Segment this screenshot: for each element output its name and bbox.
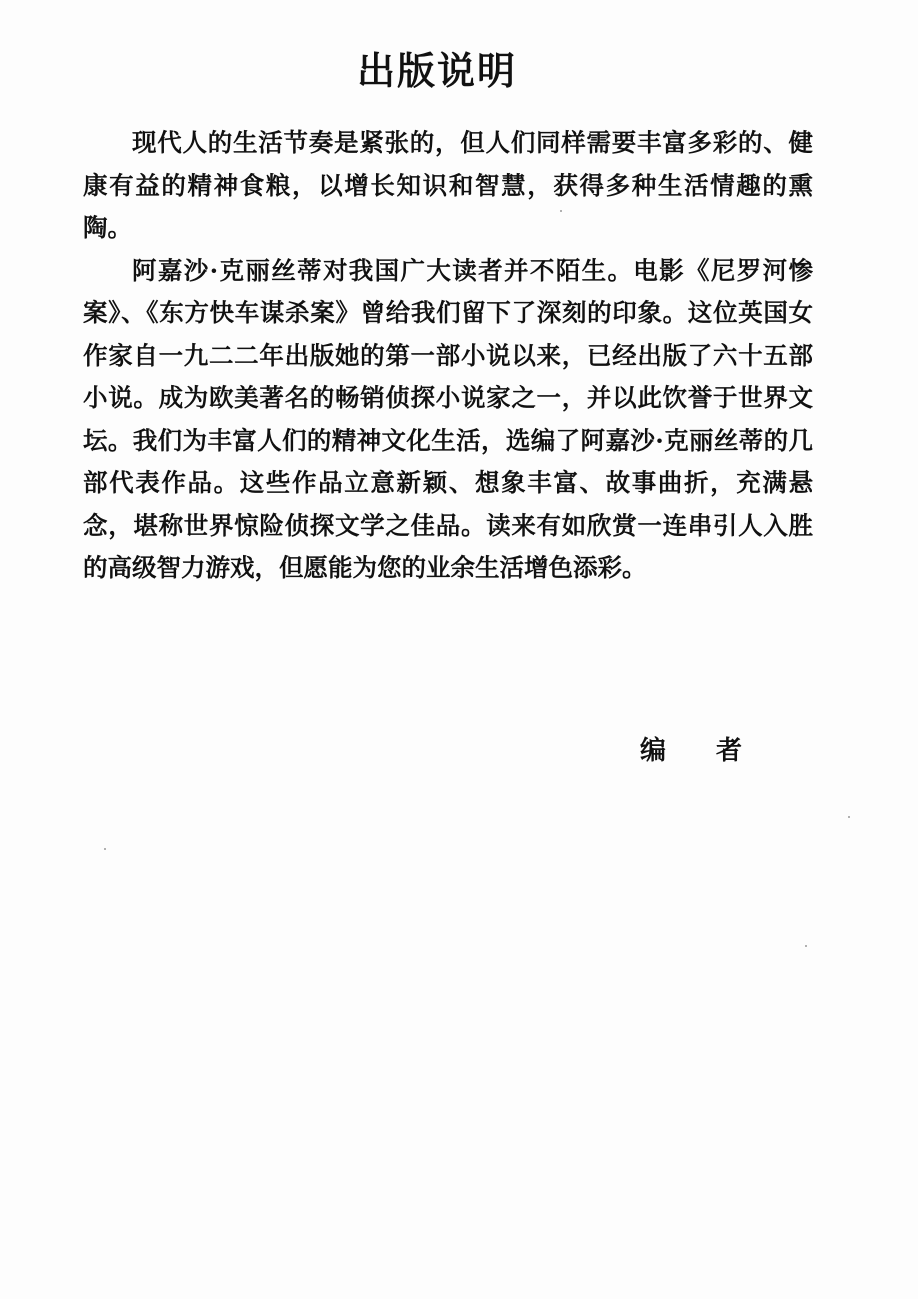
scan-speck: [805, 945, 807, 947]
scan-speck: [560, 210, 562, 212]
editor-signature: 编者: [640, 736, 793, 766]
paragraph-author: 阿嘉沙·克丽丝蒂对我国广大读者并不陌生。电影《尼罗河惨案》、《东方快车谋杀案》曾给我们留下了深刻的印象。这位英国女作家自一九二二年出版她的第一部小说以来，已经出版了六十五部小说。成为欧美著名的畅销侦探小说家之一，并以此饮誉于世界文坛。我们为丰富人们的精神文化生活，选编了阿嘉沙·克丽丝蒂的几部代表作品。这些作品立意新颖、想象丰富、故事曲折，充满悬念，堪称世界惊险侦探文学之佳品。读来有如欣赏一连串引人入胜的高级智力游戏，但愿能为您的业余生活增色添彩。: [83, 255, 813, 582]
page-title: 出版说明: [356, 49, 517, 93]
scan-speck: [104, 848, 106, 850]
body-text: [83, 122, 813, 590]
paragraph-intro: 现代人的生活节奏是紧张的，但人们同样需要丰富多彩的、健康有益的精神食粮，以增长知识和智慧，获得多种生活情趣的熏陶。: [83, 128, 813, 242]
scan-speck: [848, 816, 850, 818]
